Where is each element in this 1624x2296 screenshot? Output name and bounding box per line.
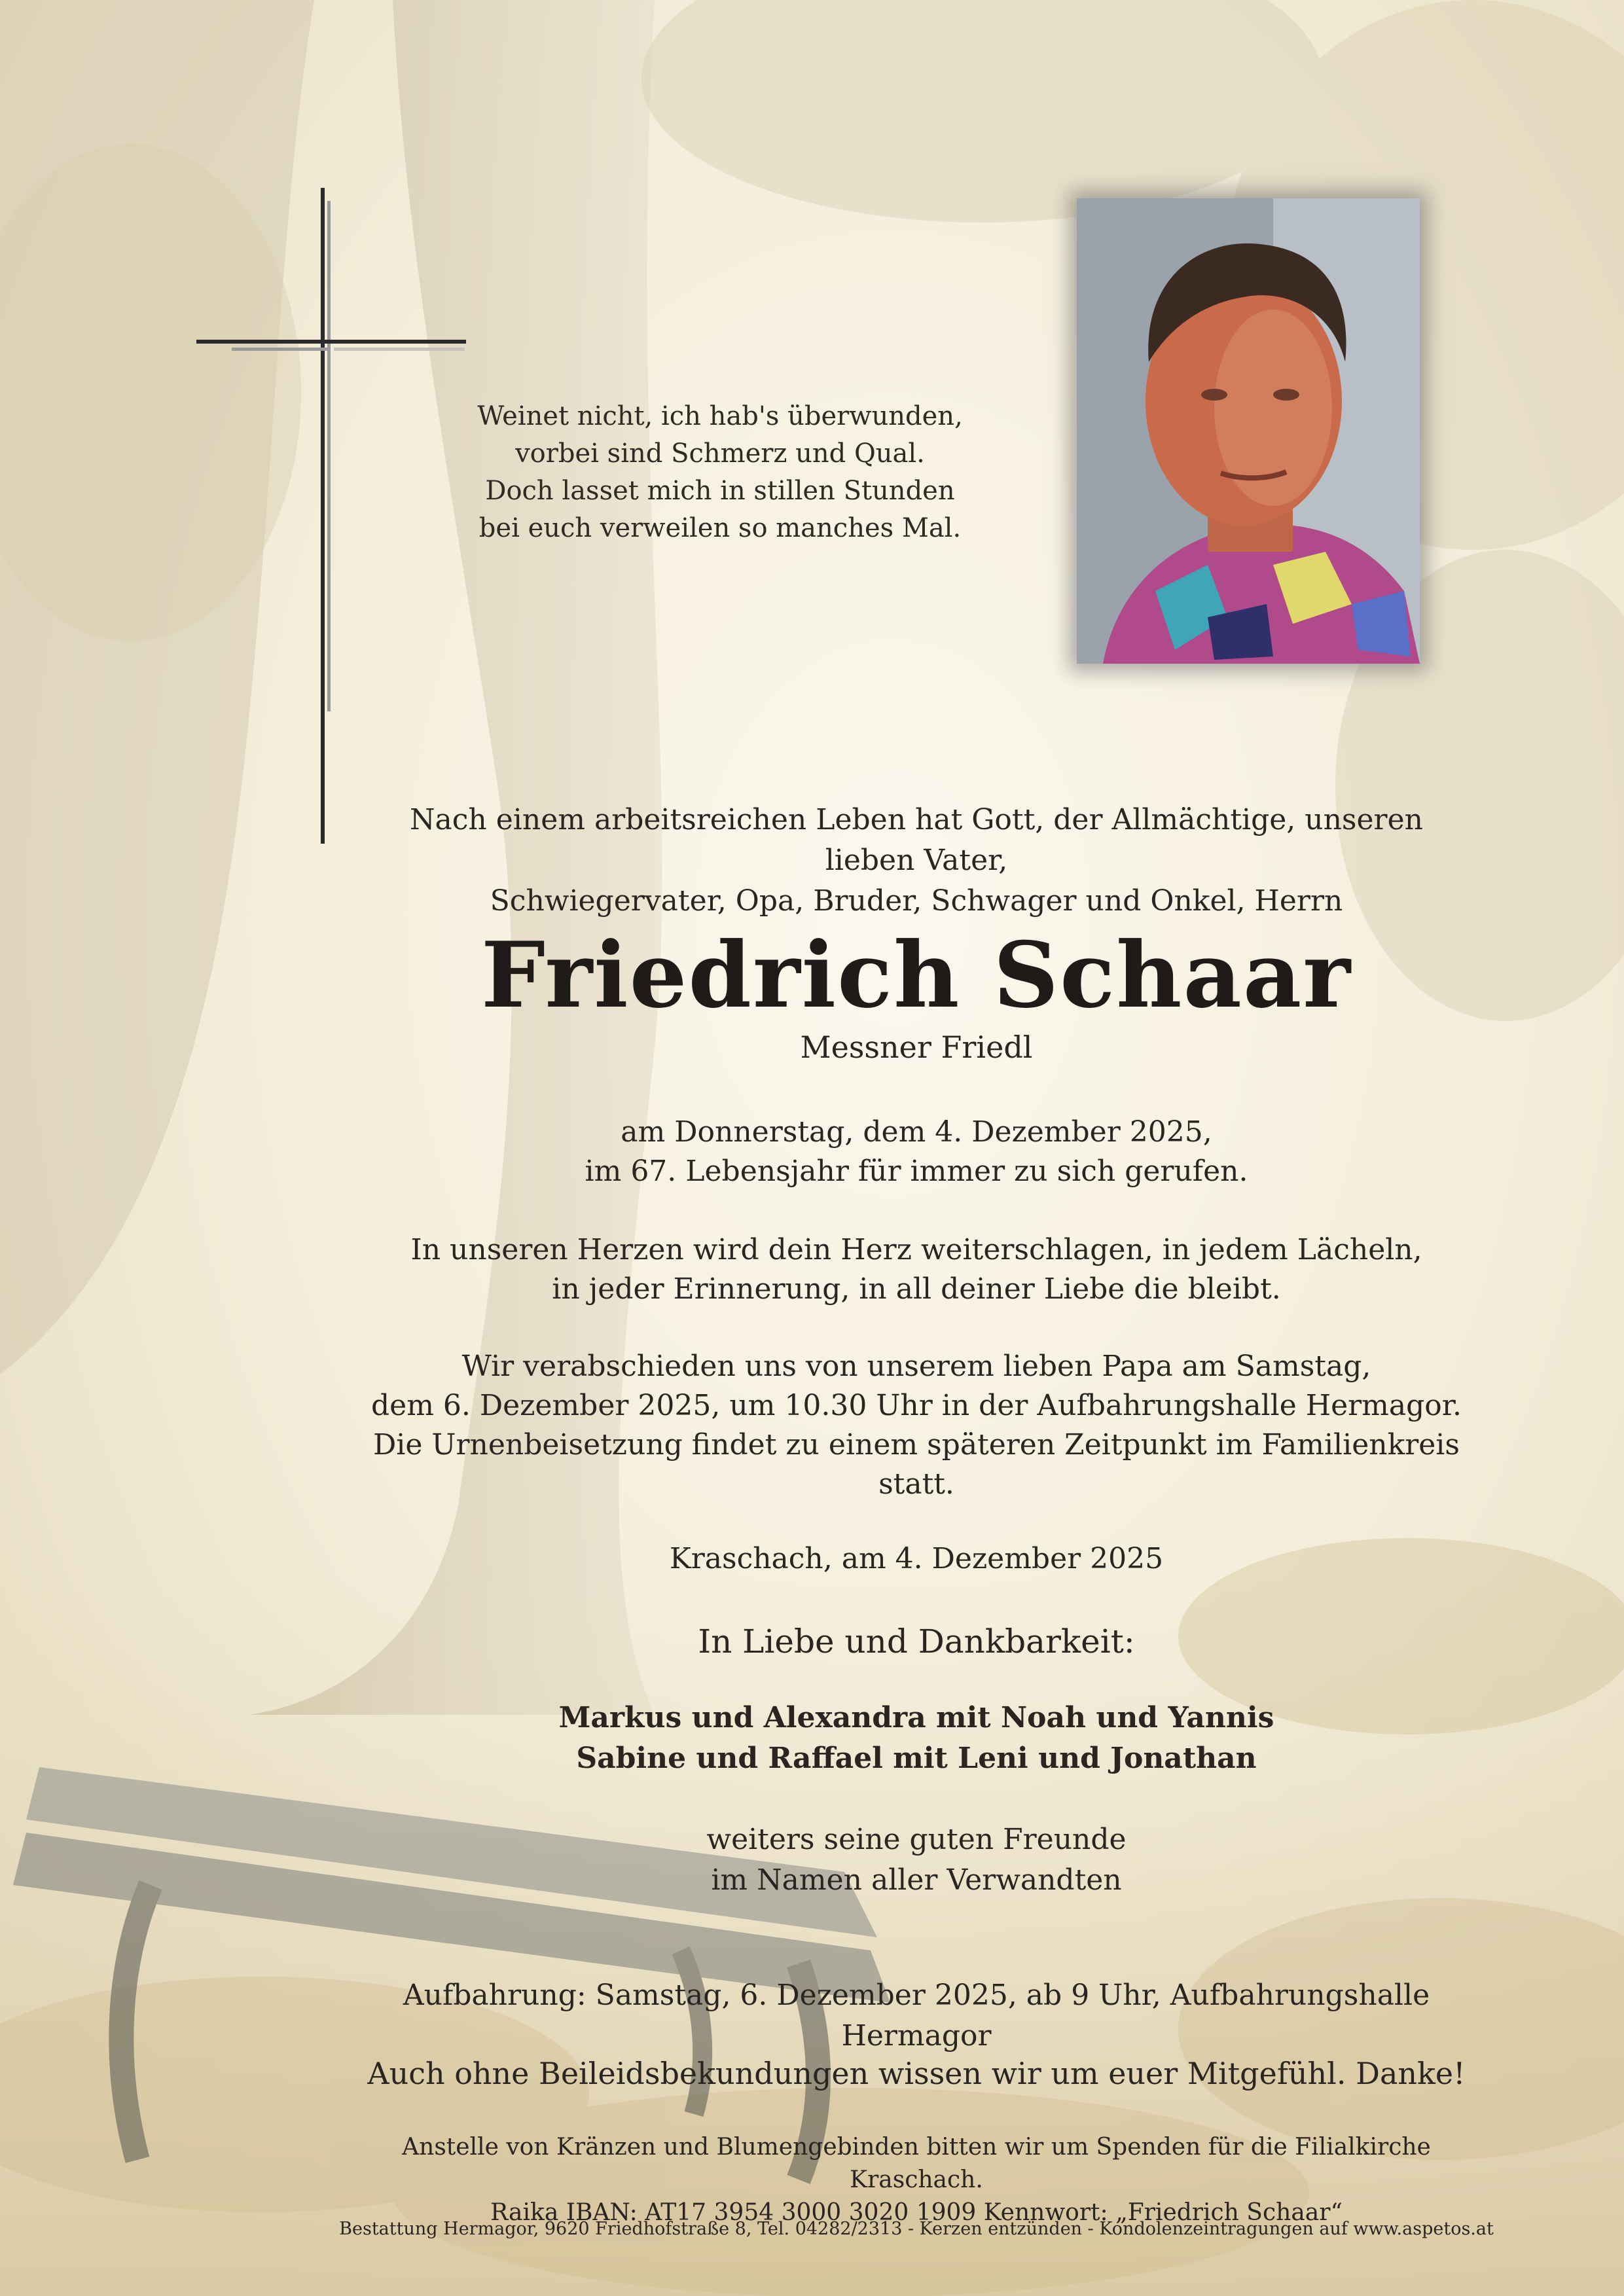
heart-quote (367, 1230, 1466, 1309)
poem-line: vorbei sind Schmerz und Qual. (515, 439, 925, 469)
viewing-info: Aufbahrung: Samstag, 6. Dezember 2025, ab 9 Uhr, Aufbahrungshalle Hermagor (403, 1979, 1430, 2053)
intro-text (367, 800, 1466, 922)
cross-icon (196, 188, 466, 844)
donation-info (367, 2131, 1466, 2229)
portrait-image (1077, 198, 1420, 664)
family-line: Markus und Alexandra mit Noah und Yannis (558, 1701, 1274, 1734)
death-line: im 67. Lebensjahr für immer zu sich gerufen. (585, 1155, 1248, 1188)
death-notice (367, 1113, 1466, 1191)
poem-line: Doch lasset mich in stillen Stunden (485, 476, 955, 506)
family-list (367, 1698, 1466, 1779)
farewell-line: Die Urnenbeisetzung findet zu einem späteren Zeitpunkt im Familienkreis statt. (373, 1428, 1460, 1501)
thanks-note: Auch ohne Beileidsbekundungen wissen wir um euer Mitgefühl. Danke! (367, 2056, 1466, 2091)
death-line: am Donnerstag, dem 4. Dezember 2025, (621, 1115, 1212, 1149)
heart-line: In unseren Herzen wird dein Herz weiterschlagen, in jedem Lächeln, (410, 1233, 1422, 1266)
gratitude-heading: In Liebe und Dankbarkeit: (698, 1623, 1135, 1660)
place-date: Kraschach, am 4. Dezember 2025 (669, 1542, 1164, 1575)
farewell-info (367, 1347, 1466, 1504)
friends-relatives (367, 1820, 1466, 1901)
poem-line: bei euch verweilen so manches Mal. (478, 513, 962, 543)
intro-line: Nach einem arbeitsreichen Leben hat Gott, der Allmächtige, unseren lieben Vater, (410, 803, 1423, 877)
deceased-name: Friedrich Schaar (480, 922, 1352, 1028)
portrait-photo (1077, 198, 1420, 664)
farewell-line: Wir verabschieden uns von unserem lieben Papa am Samstag, (461, 1350, 1371, 1383)
friends-line: im Namen aller Verwandten (711, 1863, 1122, 1897)
donation-line: Raika IBAN: AT17 3954 3000 3020 1909 Kennwort: „Friedrich Schaar“ (490, 2199, 1343, 2226)
family-line: Sabine und Raffael mit Leni und Jonathan (576, 1742, 1257, 1775)
poem (458, 398, 982, 547)
farewell-line: dem 6. Dezember 2025, um 10.30 Uhr in der Aufbahrungshalle Hermagor. (371, 1389, 1462, 1422)
deceased-nickname: Messner Friedl (800, 1030, 1033, 1065)
poem-line: Weinet nicht, ich hab's überwunden, (477, 401, 963, 431)
friends-line: weiters seine guten Freunde (706, 1823, 1127, 1856)
funeral-home-footer: Bestattung Hermagor, 9620 Friedhofstraße 8, Tel. 04282/2313 - Kerzen entzünden - Kondolenzeintragungen auf www.aspetos.at (339, 2219, 1494, 2239)
intro-line: Schwiegervater, Opa, Bruder, Schwager und Onkel, Herrn (490, 884, 1343, 918)
donation-line: Anstelle von Kränzen und Blumengebinden bitten wir um Spenden für die Filialkirche Kraschach. (402, 2134, 1431, 2193)
heart-line: in jeder Erinnerung, in all deiner Liebe die bleibt. (552, 1272, 1281, 1306)
